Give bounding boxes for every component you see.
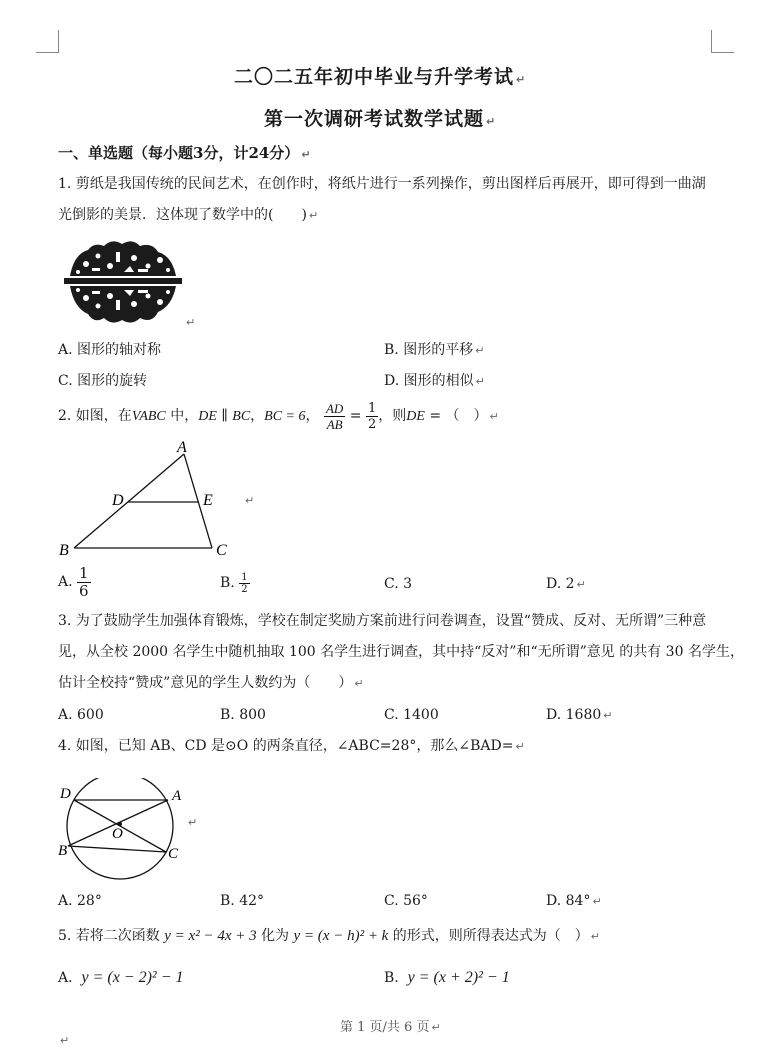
paragraph-mark: ↵ <box>592 895 602 908</box>
chord-bc <box>68 846 166 852</box>
paragraph-mark: ↵ <box>301 148 311 161</box>
paragraph-mark: ↵ <box>245 494 255 507</box>
q3-option-d-text: D. 1680 <box>546 707 602 723</box>
fraction-denominator: AB <box>326 416 343 432</box>
q3-stem-line1: 3. 为了鼓励学生加强体育锻炼，学校在制定奖励方案前进行问卷调查，设置“赞成、反对、无所谓”三种意 <box>58 613 707 629</box>
q1-stem-line1: 1. 剪纸是我国传统的民间艺术，在创作时，将纸片进行一系列操作，剪出图样后再展开，即可得到一曲湖 <box>58 176 706 192</box>
q1-option-d <box>384 371 485 392</box>
page-number: 第 1 页/共 6 页 <box>340 1020 430 1035</box>
q2-option-b-fraction <box>239 572 249 595</box>
parallel-symbol: ∥ <box>216 408 233 424</box>
side-ab <box>74 454 184 548</box>
q5-option-b <box>384 968 510 988</box>
fraction-numerator: 1 <box>79 563 89 582</box>
label-o: O <box>112 826 123 842</box>
q4-option-a: A. 28° <box>58 893 102 909</box>
q2-option-a-fraction <box>77 565 91 600</box>
q3-stem-line2: 见，从全校 2000 名学生中随机抽取 100 名学生进行调查，其中持“反对”和“无所谓”意见 的共有 30 名学生， <box>58 644 744 660</box>
q2-option-b-label: B. <box>220 575 235 591</box>
q3-option-c: C. 1400 <box>384 707 439 723</box>
paragraph-mark: ↵ <box>486 115 497 128</box>
label-d: D <box>60 786 71 802</box>
exam-subtitle <box>264 104 496 131</box>
q4-option-b: B. 42° <box>220 893 265 909</box>
q2-option-a <box>58 564 91 600</box>
label-b: B <box>59 542 69 559</box>
q4-option-d-text: D. 84° <box>546 893 591 909</box>
q2-fraction-ad-ab <box>324 401 345 432</box>
q3-stem-line3 <box>58 673 364 694</box>
q2-triangle-name: ABC <box>139 409 166 424</box>
q1-option-b <box>384 340 484 361</box>
q3-option-d <box>546 705 612 726</box>
page-footer <box>340 1016 441 1035</box>
q4-stem <box>58 736 525 757</box>
q2-option-c: C. 3 <box>384 576 413 592</box>
q1-stem-line2-text: 光倒影的美景．这体现了数学中的( ) <box>58 207 307 223</box>
q3-option-b: B. 800 <box>220 707 266 723</box>
q5-stem-text: 化为 <box>256 928 294 944</box>
q2-option-d-text: D. 2 <box>546 576 575 592</box>
label-c: C <box>216 542 227 559</box>
equals-sign: = <box>345 408 366 424</box>
q4-circle-figure <box>56 778 186 884</box>
corner-mark-left <box>36 30 59 53</box>
q4-option-c: C. 56° <box>384 893 428 909</box>
paragraph-mark: ↵ <box>431 1021 441 1034</box>
paragraph-mark: ↵ <box>576 578 586 591</box>
q2-segment-de: DE <box>198 409 217 424</box>
paragraph-mark: ↵ <box>516 73 527 86</box>
q5-option-a <box>58 968 184 988</box>
fraction-denominator: 2 <box>241 583 248 595</box>
paragraph-mark: ↵ <box>354 677 364 690</box>
q4-stem-text: 4. 如图，已知 AB、CD 是⊙O 的两条直径，∠ABC=28°，那么∠BAD= <box>58 738 514 754</box>
q5-expression-vertex-form: y = (x − h)² + k <box>293 928 389 944</box>
q2-segment-bc: BC <box>232 409 251 424</box>
fraction-numerator: 1 <box>241 571 248 583</box>
q2-text: 中， <box>165 408 199 424</box>
paragraph-mark: ↵ <box>475 375 485 388</box>
q2-fraction-half <box>366 401 378 432</box>
q5-stem-text: 5. 若将二次函数 <box>58 928 165 944</box>
q5-option-a-expression: y = (x − 2)² − 1 <box>81 969 184 986</box>
paragraph-mark: ↵ <box>590 930 601 943</box>
q2-text: = （ ） <box>424 408 488 424</box>
paragraph-mark: ↵ <box>186 316 196 329</box>
q5-expression-original: y = x² − 4x + 3 <box>164 928 257 944</box>
label-d: D <box>112 492 124 509</box>
q4-option-d <box>546 891 602 912</box>
fraction-numerator: 1 <box>367 400 377 416</box>
q3-stem-line3-text: 估计全校持“赞成”意见的学生人数约为（ ） <box>58 675 353 691</box>
exam-subtitle-text: 第一次调研考试数学试题 <box>264 108 485 130</box>
q2-text: ，则 <box>378 408 407 424</box>
section-heading-text: 一、单选题（每小题3分，计24分） <box>58 144 300 162</box>
corner-mark-right <box>711 30 734 53</box>
q2-segment-de: DE <box>406 409 425 424</box>
q3-option-a: A. 600 <box>58 707 104 723</box>
q2-bc-value: BC = 6 <box>264 409 306 424</box>
label-b: B <box>58 843 68 859</box>
q5-option-b-label: B. <box>384 970 399 986</box>
label-a: A <box>177 439 187 456</box>
paragraph-mark: ↵ <box>603 709 613 722</box>
triangle-symbol: V <box>131 409 140 424</box>
q2-triangle-figure <box>56 436 246 560</box>
fraction-numerator: AD <box>325 400 344 416</box>
q5-stem <box>58 926 600 947</box>
paragraph-mark: ↵ <box>60 1034 70 1047</box>
label-c: C <box>168 846 179 862</box>
section-heading <box>58 142 311 163</box>
paragraph-mark: ↵ <box>308 209 319 222</box>
paragraph-mark: ↵ <box>489 410 499 423</box>
q1-option-c: C. 图形的旋转 <box>58 373 148 389</box>
paragraph-mark: ↵ <box>188 816 198 829</box>
q2-stem-text: 2. 如图，在 <box>58 408 132 424</box>
q2-stem <box>58 398 499 435</box>
q2-text: ， <box>250 408 265 424</box>
paragraph-mark: ↵ <box>475 344 485 357</box>
label-a: A <box>172 788 182 804</box>
fraction-denominator: 6 <box>79 581 89 600</box>
q1-stem-line2 <box>58 205 318 226</box>
paragraph-mark: ↵ <box>515 740 525 753</box>
q5-option-a-label: A. <box>58 970 73 986</box>
exam-title <box>234 62 526 89</box>
q5-option-b-expression: y = (x + 2)² − 1 <box>407 969 510 986</box>
q2-option-d <box>546 574 586 595</box>
exam-title-text: 二〇二五年初中毕业与升学考试 <box>234 66 515 88</box>
fraction-denominator: 2 <box>367 416 377 432</box>
q2-option-b <box>220 570 250 596</box>
q5-stem-text: 的形式，则所得表达式为（ ） <box>388 928 589 944</box>
q1-option-b-text: B. 图形的平移 <box>384 342 474 358</box>
q2-option-a-label: A. <box>58 574 73 590</box>
papercut-image <box>64 236 182 328</box>
q2-text: ， <box>305 408 320 424</box>
q1-option-a: A. 图形的轴对称 <box>58 342 162 358</box>
label-e: E <box>203 492 213 509</box>
q1-option-d-text: D. 图形的相似 <box>384 373 474 389</box>
